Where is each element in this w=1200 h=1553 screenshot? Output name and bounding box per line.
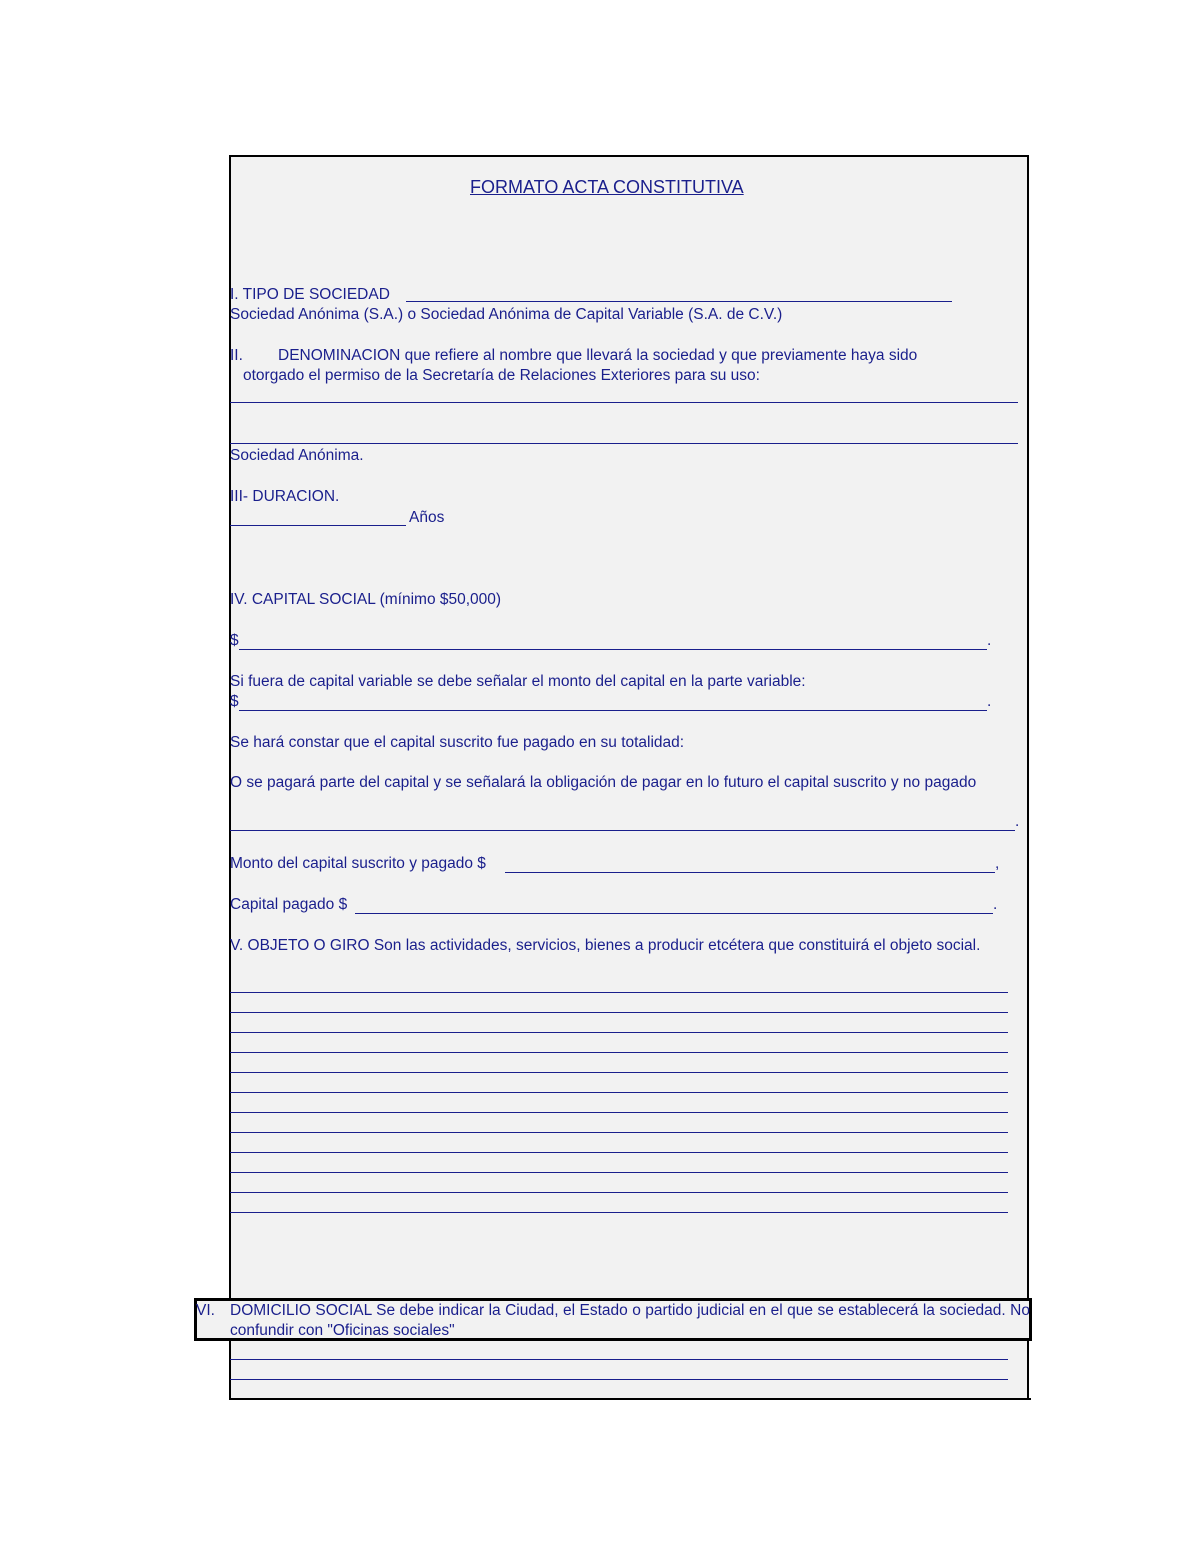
domicilio-number: VI.: [196, 1302, 215, 1319]
capital-pagado-label: Capital pagado $: [230, 896, 348, 913]
duracion-unit: Años: [409, 509, 445, 526]
capital-pagado-field[interactable]: [355, 913, 993, 914]
objeto-field-4[interactable]: [230, 1052, 1008, 1053]
objeto-field-2[interactable]: [230, 1012, 1008, 1013]
denominacion-number: II.: [230, 347, 243, 364]
objeto-field-8[interactable]: [230, 1132, 1008, 1133]
denominacion-line2: otorgado el permiso de la Secretaría de Relaciones Exteriores para su uso:: [243, 367, 760, 384]
duracion-heading: III- DURACION.: [230, 488, 340, 505]
capital-variable-period: .: [987, 693, 992, 710]
capital-variable-dollar: $: [230, 693, 239, 710]
objeto-field-1[interactable]: [230, 992, 1008, 993]
capital-period: .: [987, 632, 992, 649]
capital-heading: IV. CAPITAL SOCIAL (mínimo $50,000): [230, 591, 502, 608]
duracion-field[interactable]: [230, 525, 406, 526]
document-title: FORMATO ACTA CONSTITUTIVA: [470, 177, 744, 197]
tipo-heading: I. TIPO DE SOCIEDAD: [230, 286, 390, 303]
domicilio-field-2[interactable]: [230, 1379, 1008, 1380]
capital-variable-field[interactable]: [239, 710, 987, 711]
objeto-field-7[interactable]: [230, 1112, 1008, 1113]
capital-variable-note: Si fuera de capital variable se debe señalar el monto del capital en la parte variable:: [230, 673, 806, 690]
objeto-field-3[interactable]: [230, 1032, 1008, 1033]
domicilio-field-1[interactable]: [230, 1359, 1008, 1360]
denominacion-field-1[interactable]: [230, 402, 1018, 403]
objeto-field-12[interactable]: [230, 1212, 1008, 1213]
objeto-field-9[interactable]: [230, 1152, 1008, 1153]
monto-label: Monto del capital suscrito y pagado $: [230, 855, 486, 872]
capital-parcial-period: .: [1015, 813, 1020, 830]
tipo-note: Sociedad Anónima (S.A.) o Sociedad Anónima de Capital Variable (S.A. de C.V.): [230, 306, 783, 323]
objeto-field-6[interactable]: [230, 1092, 1008, 1093]
objeto-field-10[interactable]: [230, 1172, 1008, 1173]
denominacion-field-2[interactable]: [230, 443, 1018, 444]
denominacion-line1: DENOMINACION que refiere al nombre que llevará la sociedad y que previamente haya sido: [278, 347, 918, 364]
tipo-field[interactable]: [406, 301, 952, 302]
denominacion-suffix: Sociedad Anónima.: [230, 447, 364, 464]
objeto-text: V. OBJETO O GIRO Son las actividades, servicios, bienes a producir etcétera que constituirá el objeto social.: [230, 937, 981, 954]
capital-parcial-note: O se pagará parte del capital y se señalará la obligación de pagar en lo futuro el capital suscrito y no pagado: [230, 774, 977, 791]
objeto-field-11[interactable]: [230, 1192, 1008, 1193]
capital-pagado-period: .: [993, 896, 998, 913]
domicilio-text: DOMICILIO SOCIAL Se debe indicar la Ciudad, el Estado o partido judicial en el que se establecerá la sociedad. No confundir con "Oficinas sociales": [230, 1302, 1030, 1339]
frame-bottom-border: [229, 1398, 1031, 1400]
capital-field[interactable]: [239, 649, 987, 650]
objeto-field-5[interactable]: [230, 1072, 1008, 1073]
capital-parcial-field[interactable]: [230, 830, 1015, 831]
capital-dollar: $: [230, 632, 239, 649]
capital-pagado-note: Se hará constar que el capital suscrito fue pagado en su totalidad:: [230, 734, 685, 751]
monto-end: ,: [995, 855, 1000, 872]
monto-field[interactable]: [505, 872, 995, 873]
